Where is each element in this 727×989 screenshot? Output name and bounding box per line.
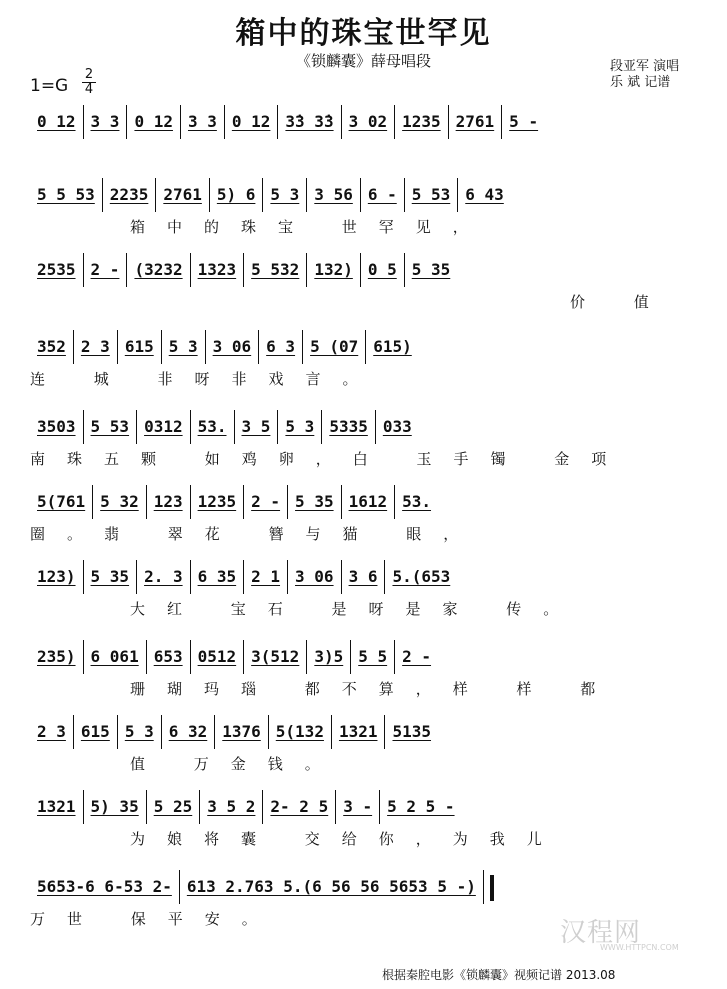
measure: 615 (118, 330, 162, 364)
measure: 1321 (332, 715, 386, 749)
lyric-line: 大红 宝石 是呀是家 传。 (130, 600, 581, 618)
measure: 5 - (509, 112, 539, 131)
measure: 6 - (361, 178, 405, 212)
measure: 1612 (342, 485, 396, 519)
measure: 5 3 (162, 330, 206, 364)
measure: 5 5 (351, 640, 395, 674)
staff-line (30, 485, 700, 519)
score-system (30, 253, 700, 323)
measure: 0 12 (127, 105, 181, 139)
measure: 5653-6 6-53 2- (30, 870, 180, 904)
measure: 1321 (30, 790, 84, 824)
score-system (30, 790, 700, 860)
measure: 5 3 (263, 178, 307, 212)
measure: 2- 2 5 (263, 790, 336, 824)
measure: 132) (307, 253, 361, 287)
measure: 2761 (449, 105, 503, 139)
staff-line (30, 790, 700, 824)
measure: 5335 (322, 410, 376, 444)
measure: 2 1 (244, 560, 288, 594)
lyric-line: 值 万金钱。 (130, 755, 342, 773)
lyric-line: 南珠五颗 如鸡卵，白 玉手镯 金项 (30, 450, 629, 468)
score-system (30, 105, 700, 175)
measure: 615) (373, 337, 412, 356)
measure: 3 5 2 (200, 790, 263, 824)
time-signature (82, 68, 96, 97)
measure: 6 061 (84, 640, 147, 674)
score-system (30, 410, 700, 480)
measure: 5 2 5 - (387, 797, 455, 816)
measure: 6 32 (162, 715, 216, 749)
measure: 5 3 (278, 410, 322, 444)
measure: 3)5 (307, 640, 351, 674)
measure: 53. (402, 492, 432, 511)
measure: 5 532 (244, 253, 307, 287)
lyric-line: 万世 保平安。 (30, 910, 279, 928)
measure: 0 12 (225, 105, 279, 139)
score-system (30, 485, 700, 555)
staff-line (30, 410, 700, 444)
measure: 2535 (30, 253, 84, 287)
measure: 2 3 (74, 330, 118, 364)
measure: 5 5 53 (30, 178, 103, 212)
measure: 6 3 (259, 330, 303, 364)
measure: 1323 (191, 253, 245, 287)
measure: 3 - (336, 790, 380, 824)
measure: 3503 (30, 410, 84, 444)
measure: 5(132 (269, 715, 332, 749)
page-title: 箱中的珠宝世罕见 (235, 16, 492, 51)
score-system (30, 715, 700, 785)
measure: 033 (382, 417, 412, 436)
measure: 1235 (191, 485, 245, 519)
measure: 2 - (244, 485, 288, 519)
measure: 0512 (191, 640, 245, 674)
measure: 5) 6 (210, 178, 264, 212)
measure: 6 35 (191, 560, 245, 594)
page-subtitle: 《锁麟囊》薛母唱段 (295, 52, 431, 70)
notation-credit: 乐 斌 记谱 (610, 75, 671, 90)
measure: 3 6 (342, 560, 386, 594)
measure: 235) (30, 640, 84, 674)
time-signature-top: 2 (82, 68, 96, 83)
measure: 3̇3 3̇3 (278, 105, 341, 139)
measure: 3 06 (288, 560, 342, 594)
final-barline (490, 875, 494, 901)
measure: 3 02 (342, 105, 396, 139)
measure: 2 3 (30, 715, 74, 749)
staff-line (30, 715, 700, 749)
measure: 2 - (84, 253, 128, 287)
measure: 0 5 (361, 253, 405, 287)
measure: 5 25 (147, 790, 201, 824)
lyric-line: 价 值 (570, 293, 671, 311)
time-signature-bottom: 4 (84, 82, 94, 97)
measure: 3 5 (235, 410, 279, 444)
watermark-logo: 汉程网 (560, 918, 642, 948)
staff-line (30, 870, 700, 904)
lyric-line: 连 城 非呀非戏言。 (30, 370, 380, 388)
measure: 2761 (156, 178, 210, 212)
measure: 5 53 (84, 410, 138, 444)
measure: 3 3 (181, 105, 225, 139)
measure: 653 (147, 640, 191, 674)
watermark-url: WWW.HTTPCN.COM (600, 943, 679, 952)
measure: 615 (74, 715, 118, 749)
lyric-line: 圈。翡 翠花 簪与猫 眼， (30, 525, 481, 543)
measure: 613 2.763 5.(6 56 56 5653 5 -) (180, 870, 484, 904)
measure: (3232 (127, 253, 190, 287)
key-signature: 1=G (30, 76, 69, 96)
measure: 5 3 (118, 715, 162, 749)
measure: 5(761 (30, 485, 93, 519)
staff-line (30, 560, 700, 594)
measure: 3 56 (307, 178, 361, 212)
staff-line (30, 105, 700, 139)
lyric-line: 为娘将囊 交给你，为我儿 (130, 830, 564, 848)
footnote: 根据秦腔电影《锁麟囊》视频记谱 2013.08 (382, 968, 616, 982)
measure: 6 43 (465, 185, 504, 204)
lyric-line: 箱中的珠宝 世罕见， (130, 218, 490, 236)
measure: 5 35 (84, 560, 138, 594)
measure: 3(512 (244, 640, 307, 674)
score-system (30, 640, 700, 710)
measure: 5 53 (405, 178, 459, 212)
staff-line (30, 330, 700, 364)
measure: 5) 35 (84, 790, 147, 824)
measure: 5.(653 (392, 567, 451, 586)
measure: 2. 3 (137, 560, 191, 594)
measure: 3 3 (84, 105, 128, 139)
score-system (30, 560, 700, 630)
measure: 5135 (392, 722, 432, 741)
measure: 5 35 (288, 485, 342, 519)
staff-line (30, 178, 700, 212)
measure: 2235 (103, 178, 157, 212)
measure: 123 (147, 485, 191, 519)
measure: 0 12 (30, 105, 84, 139)
measure: 352 (30, 330, 74, 364)
score-system (30, 330, 700, 400)
lyric-line: 珊瑚玛瑙 都不算，样 样 都 (130, 680, 618, 698)
measure: 3 06 (206, 330, 260, 364)
measure: 53. (191, 410, 235, 444)
measure: 0312 (137, 410, 191, 444)
measure: 123) (30, 560, 84, 594)
measure: 5 35 (411, 260, 451, 279)
score-system (30, 178, 700, 248)
measure: 5 (07 (303, 330, 366, 364)
measure: 2 - (402, 647, 432, 666)
measure: 5 32 (93, 485, 147, 519)
measure: 1235 (395, 105, 449, 139)
singer-credit: 段亚军 演唱 (610, 59, 680, 74)
staff-line (30, 640, 700, 674)
staff-line (30, 253, 700, 287)
measure: 1376 (215, 715, 269, 749)
